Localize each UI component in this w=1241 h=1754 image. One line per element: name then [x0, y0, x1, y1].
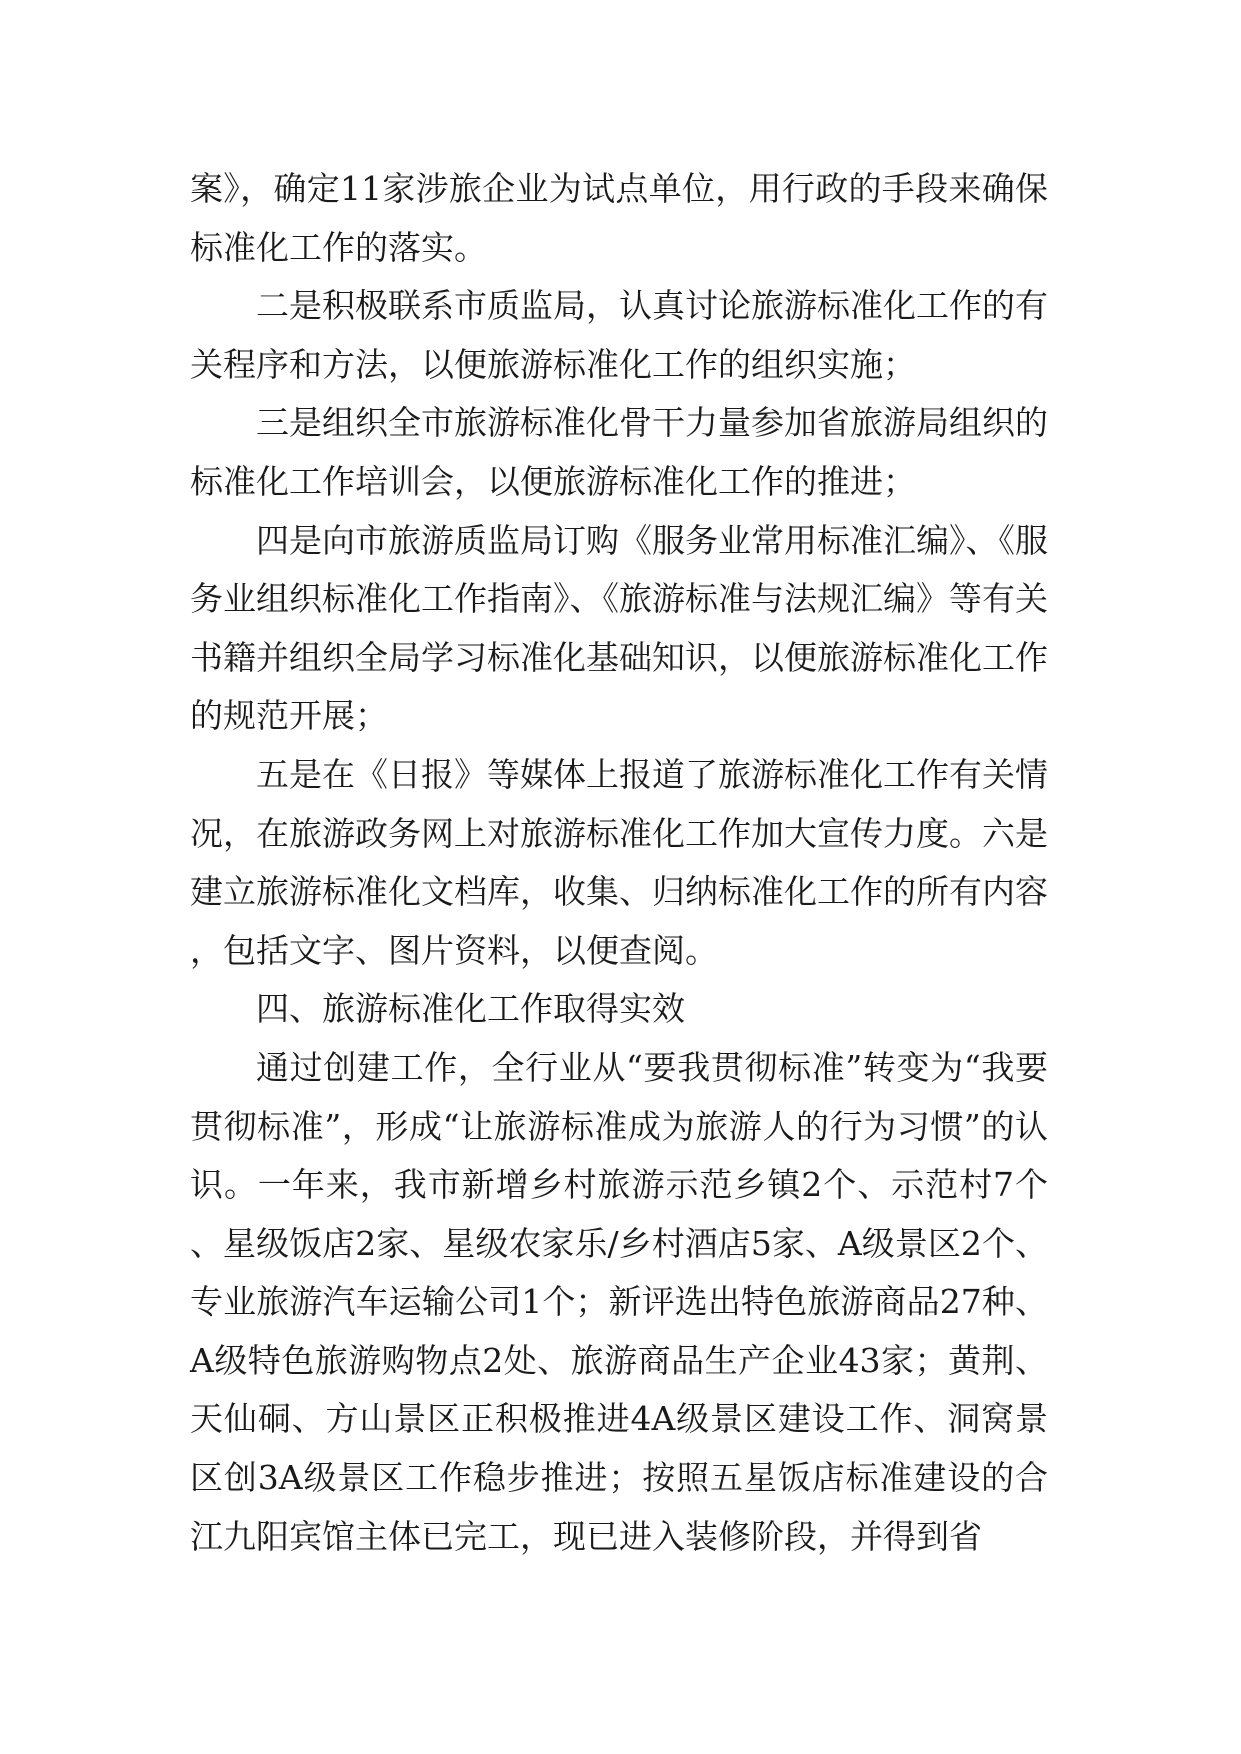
paragraph-item-five: 五是在《日报》等媒体上报道了旅游标准化工作有关情况，在旅游政务网上对旅游标准化工作加大宣传力度。六是建立旅游标准化文档库，收集、归纳标准化工作的所有内容，包括文字、图片资料，以便查阅。 — [190, 754, 1048, 970]
paragraph-results: 通过创建工作，全行业从“要我贯彻标准”转变为“我要贯彻标准”，形成“让旅游标准成为旅游人的行为习惯”的认识。一年来，我市新增乡村旅游示范乡镇2个、示范村7个、星级饭店2家、星级农家乐/乡村酒店5家、A级景区2个、专业旅游汽车运输公司1个；新评选出特色旅游商品27种、A级特色旅游购物点2处、旅游商品生产企业43家；黄荆、天仙硐、方山景区正积极推进4A级景区建设工作、洞窝景区创3A级景区工作稳步推进；按照五星饭店标准建设的合江九阳宾馆主体已完工，现已进入装修阶段，并得到省 — [190, 1047, 1048, 1556]
paragraph-continuation: 案》，确定11家涉旅企业为试点单位，用行政的手段来确保标准化工作的落实。 — [190, 169, 1048, 267]
paragraph-item-four: 四是向市旅游质监局订购《服务业常用标准汇编》、《服务业组织标准化工作指南》、《旅游标准与法规汇编》等有关书籍并组织全局学习标准化基础知识，以便旅游标准化工作的规范开展； — [190, 520, 1048, 736]
document-body — [190, 160, 1048, 1566]
section-heading: 四、旅游标准化工作取得实效 — [256, 989, 685, 1029]
paragraph-item-two: 二是积极联系市质监局，认真讨论旅游标准化工作的有关程序和方法，以便旅游标准化工作的组织实施； — [190, 286, 1048, 384]
paragraph-item-three: 三是组织全市旅游标准化骨干力量参加省旅游局组织的标准化工作培训会，以便旅游标准化工作的推进； — [190, 403, 1048, 501]
